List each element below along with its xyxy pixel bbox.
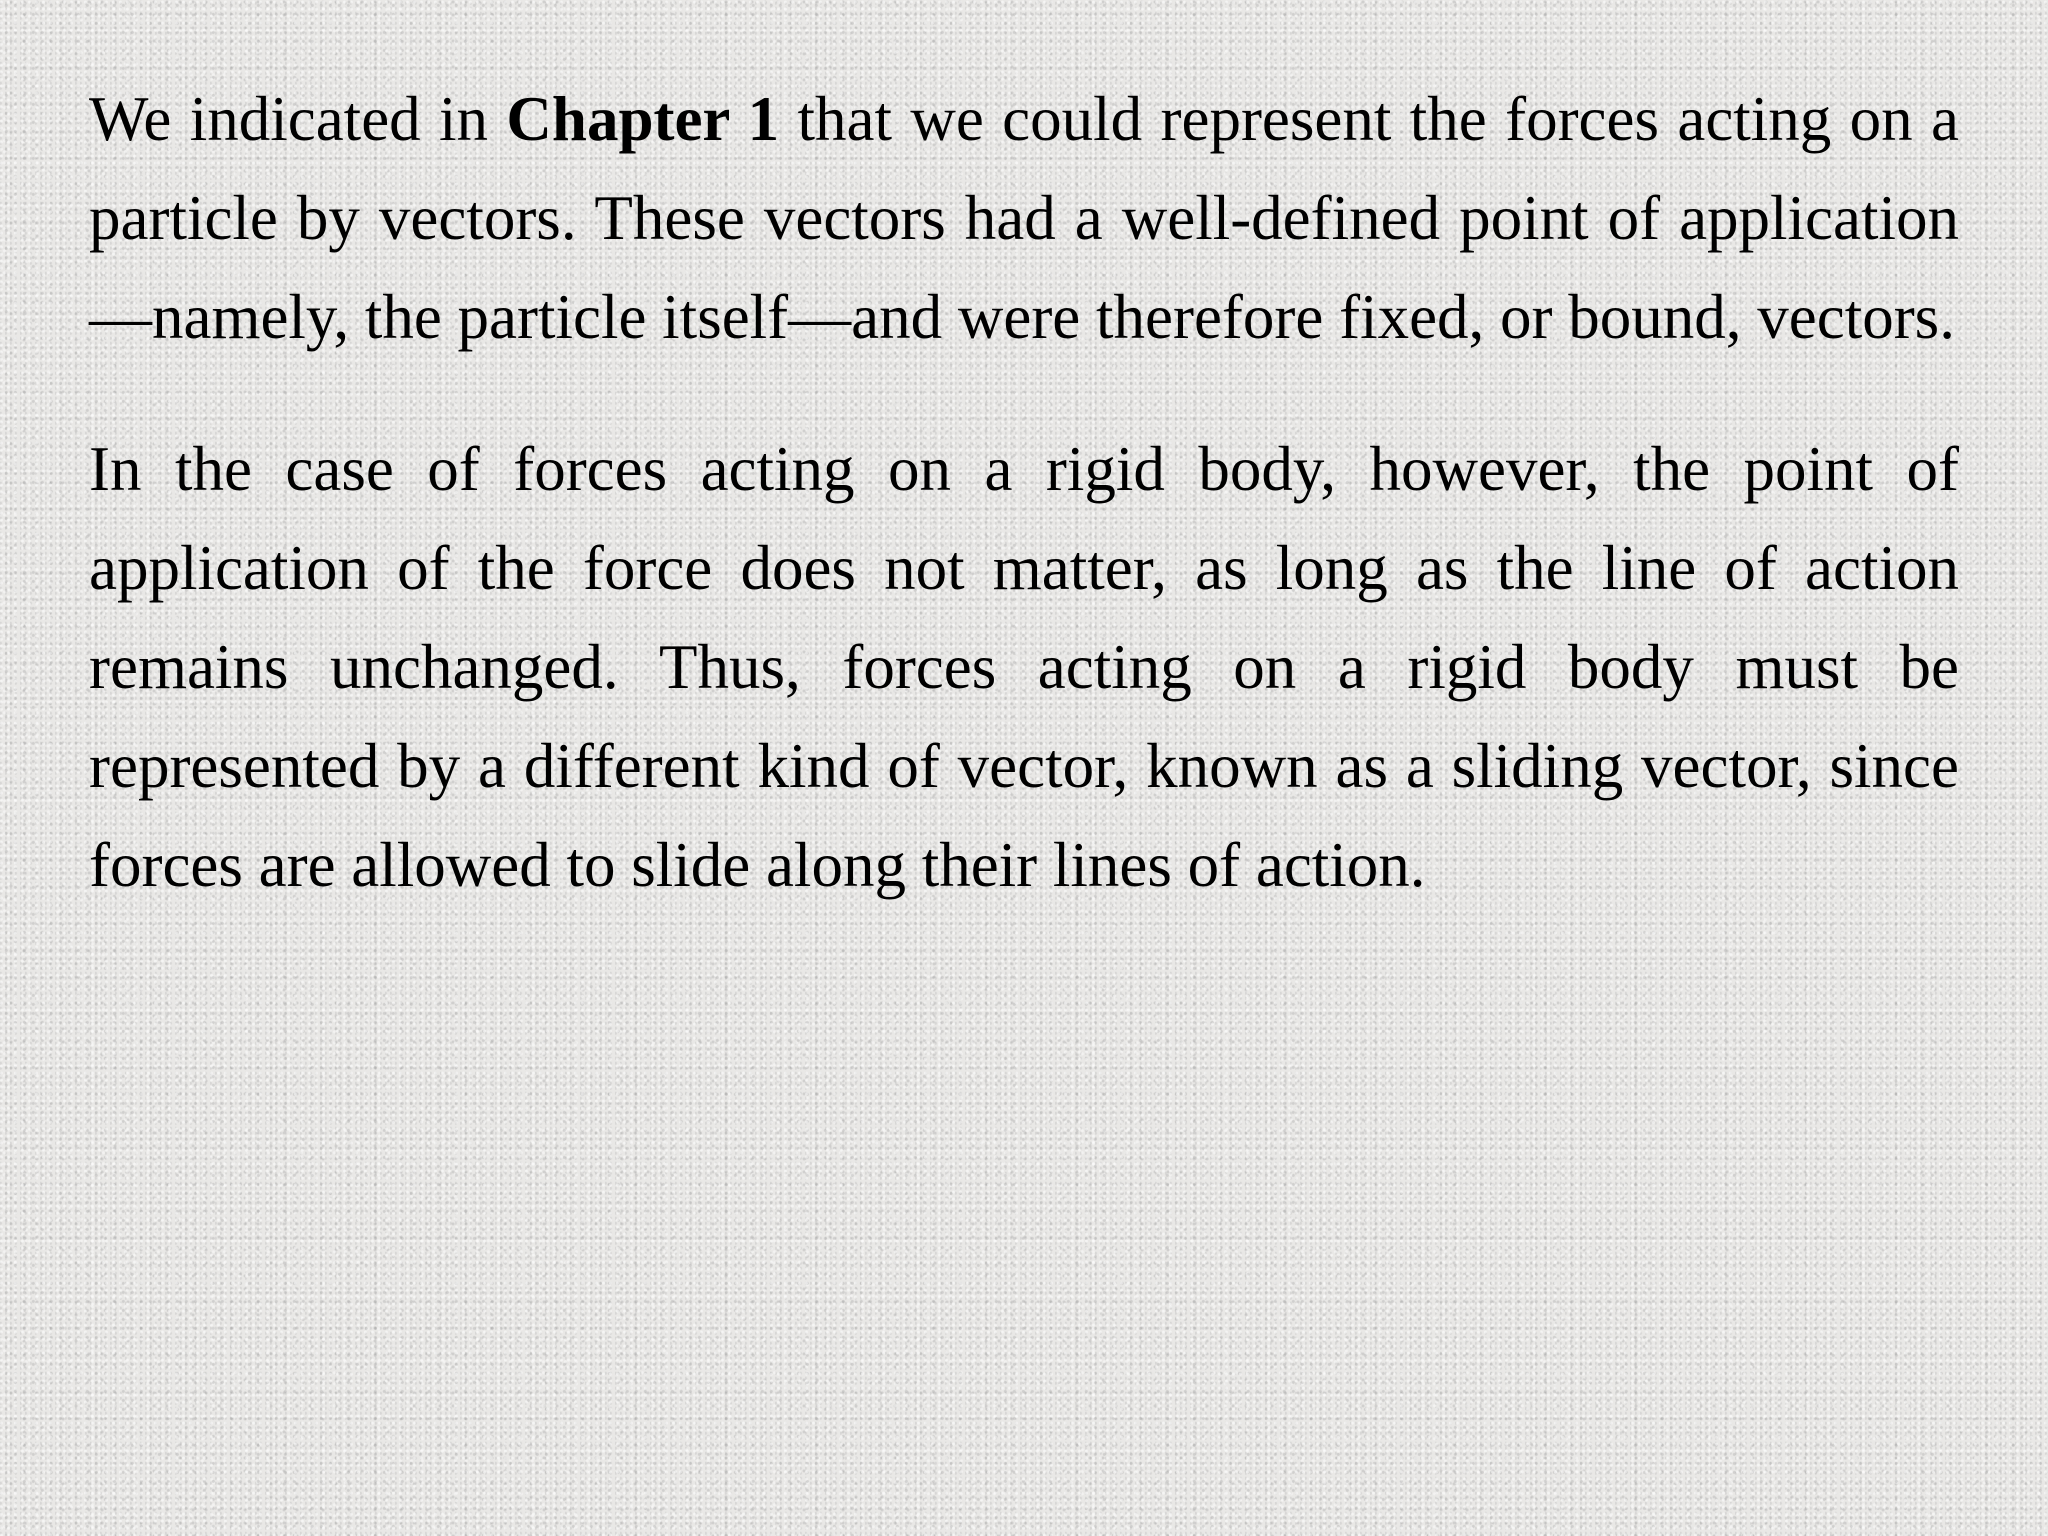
paragraph-1-intro-text: We indicated in bbox=[89, 84, 507, 154]
chapter-reference-bold: Chapter 1 bbox=[506, 84, 780, 154]
slide-content bbox=[89, 70, 1959, 915]
paragraph-sliding-vector: In the case of forces acting on a rigid body, however, the point of application of the force does not matter, as long as the line of action remains unchanged. Thus, forces acting on a rigid body must be represented by a different kind of vector, known as a sliding vector, since forces are allowed to slide along their lines of action. bbox=[89, 434, 1959, 900]
paragraph-chapter-reference bbox=[89, 70, 1959, 367]
paragraph-1-body-text: that we could represent the forces acting on a particle by vectors. These vectors had a well-defined point of application—namely, the particle itself—and were therefore fixed, or bound, vectors. bbox=[89, 84, 1959, 352]
